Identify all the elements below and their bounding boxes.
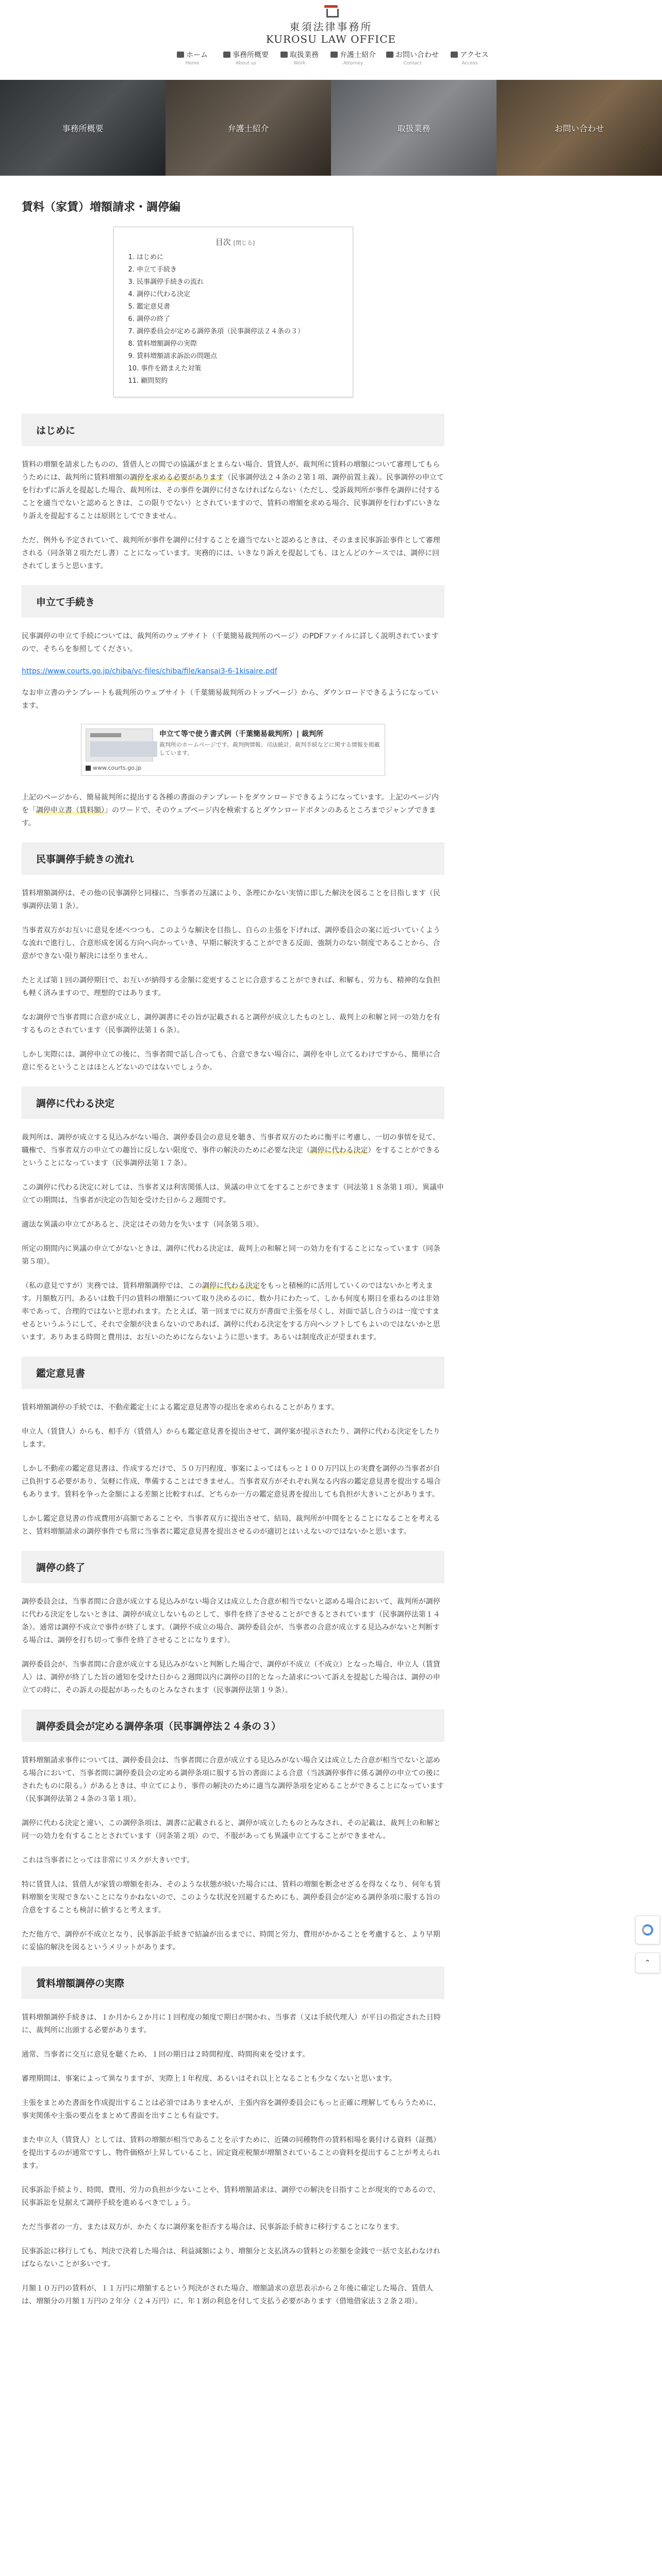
paragraph: 調停委員会が、当事者間に合意が成立する見込みがないと判断した場合で、調停が不成立（不成立）となった場合、申立人（賃貸人）は、調停が終了した旨の通知を受けた日から２週間以内に調停の目的となった請求について訴えを提起した場合は、調停の申立ての時に、その訴えの提起があったものとみなされます（民事調停法第１９条）。 bbox=[22, 1660, 440, 1694]
toc-item[interactable]: 1. はじめに bbox=[128, 253, 164, 261]
page-title: 賃料（家賃）増額請求・調停編 bbox=[22, 201, 181, 214]
logo-japanese-name: 東須法律事務所 bbox=[289, 21, 373, 33]
toc-item[interactable]: 11. 顧問契約 bbox=[128, 377, 168, 385]
person-icon bbox=[330, 52, 338, 58]
toc-title: 目次 bbox=[215, 238, 231, 247]
highlight-text: 調停に代わる決定 bbox=[202, 1282, 260, 1290]
nav-item-work[interactable] bbox=[279, 49, 320, 66]
paragraph bbox=[22, 1280, 444, 1344]
paragraph: 審理期間は、事案によって異なりますが、実際上１年程度、あるいはそれ以上となることも少なくないと思います。 bbox=[22, 2075, 396, 2083]
card-url-text: www.courts.go.jp bbox=[93, 765, 142, 771]
nav-label: お問い合わせ bbox=[395, 51, 439, 59]
paragraph bbox=[22, 1131, 444, 1170]
paragraph: 特に賃貸人は、賃借人が家賃の増額を拒み、そのような状態が続いた場合には、賃料の増額を断念せざるを得なくなり、何年も賃料増額を実現できないことになりかねないので、このような状況を回避するためにも、調停委員会が定める調停条項に服する旨の合意をすることも検討に値すると考えます。 bbox=[22, 1880, 441, 1914]
section-heading: 調停に代わる決定 bbox=[22, 1087, 444, 1119]
recaptcha-icon bbox=[642, 1924, 653, 1936]
text: 賃料の増額を請求したものの、賃借人との間での協議がまとまらない場合、賃貸人が、裁判所に賃料の増額について審理してもらうためには、裁判所に賃料増額の bbox=[22, 461, 440, 482]
text: 上記のページから、簡易裁判所に提出する各種の書面のテンプレートをダウンロードできるようになっています。上記のページ内を「 bbox=[22, 793, 439, 815]
section-heading: 申立て手続き bbox=[22, 585, 444, 618]
banner-label: 事務所概要 bbox=[62, 123, 104, 133]
nav-item-about[interactable] bbox=[223, 49, 269, 66]
nav-label: 事務所概要 bbox=[233, 51, 269, 59]
link-card[interactable] bbox=[81, 724, 385, 776]
banner-about[interactable] bbox=[0, 80, 166, 176]
paragraph: 所定の期間内に異議の申立てがないときは、調停に代わる決定は、裁判上の和解と同一の効力を有することになっています（同条第５項）。 bbox=[22, 1245, 440, 1266]
highlight-text: 調停を求める必要があります bbox=[130, 473, 224, 482]
text: ）をすることができるということになっています（民事調停法第１７条）。 bbox=[22, 1146, 440, 1167]
paragraph: なお申立書のテンプレートも裁判所のウェブサイト（千葉簡易裁判所のトップページ）から、ダウンロードできるようになっています。 bbox=[22, 689, 438, 710]
nav-label: 弁護士紹介 bbox=[340, 51, 376, 59]
paragraph: 月額１０万円の賃料が、１１万円に増額するという判決がされた場合、増額請求の意思表示から２年後に確定した場合、賃借人は、増額分の月額１万円の２年分（２４万円）に、年１割の利息を付して支払う必要があります（借地借家法３２条２項）。 bbox=[22, 2284, 433, 2306]
nav-sublabel: Contact bbox=[403, 61, 422, 66]
pdf-link[interactable]: https://www.courts.go.jp/chiba/vc-files/chiba/file/kansai3-6-1kisaire.pdf bbox=[22, 667, 277, 675]
paragraph: 適法な異議の申立てがあると、決定はその効力を失います（同条第５項）。 bbox=[22, 1221, 263, 1229]
global-nav bbox=[0, 49, 662, 66]
nav-item-home[interactable] bbox=[172, 49, 213, 66]
toc-item[interactable]: 5. 鑑定意見書 bbox=[128, 303, 171, 311]
site-header bbox=[0, 0, 662, 80]
paragraph: なお調停で当事者間に合意が成立し、調停調書にその旨が記載されると調停が成立したものとし、裁判上の和解と同一の効力を有するものとされています（民事調停法第１６条）。 bbox=[22, 1013, 440, 1035]
paragraph: 賃料増額請求事件については、調停委員会は、当事者間に合意が成立する見込みがない場合又は成立した合意が相当でないと認める場合において、当事者間に調停委員会の定める調停条項に服する旨の書面による合意（当該調停事件に係る調停の申立ての後にされたものに限る。）があるときは、申立てにより、事件の解決のために適当な調停条項を定めることができることになっています（民事調停法第２４条の３第１項）。 bbox=[22, 1756, 444, 1803]
nav-sublabel: Work bbox=[293, 61, 306, 66]
paragraph bbox=[22, 791, 444, 830]
card-description: 裁判所のホームページです。裁判例情報、司法統計、裁判手続などに関する情報を掲載しています。 bbox=[159, 741, 380, 756]
text: （私の意見ですが）実務では、賃料増額調停では、この bbox=[22, 1282, 202, 1290]
table-of-contents bbox=[113, 227, 353, 397]
section-heading: 賃料増額調停の実際 bbox=[22, 1967, 444, 1999]
toc-item[interactable]: 8. 賃料増額調停の実際 bbox=[128, 340, 197, 348]
banner-contact[interactable] bbox=[496, 80, 662, 176]
card-thumbnail bbox=[86, 728, 153, 761]
nav-sublabel: Attorney bbox=[343, 61, 363, 66]
text: をもっと積極的に活用していくのではないかと考えます。月額数万円、あるいは数千円の賃料の増額について取り決めるのに、数か月にわたって、しかも何度も期日を重ねるのは非効率であって、合理的ではないと思われます。たとえば、第一回までに双方が書面で主張を尽くし、対面で話し合うのは一度ですませるというふうにして、それで金額が決まらないのであれば、調停に代わる決定をする方向へシフトしてもよいのではないかと思います。ありあまる時間と費用は、お互いのためにならないように思います。あるいは制度改正が望まれます。 bbox=[22, 1282, 440, 1342]
paragraph: ただ、例外も予定されていて、裁判所が事件を調停に付することを適当でないと認めるときは、そのまま民事訴訟事件として審理される（同条第２項ただし書）ことになっています。実務的には、いきなり訴えを提起しても、ほとんどのケースでは、調停に回されてしまうと思います。 bbox=[22, 536, 440, 570]
map-pin-icon bbox=[451, 52, 458, 58]
banner-label: 弁護士紹介 bbox=[227, 123, 269, 133]
paragraph: ただ他方で、調停が不成立となり、民事訴訟手続きで結論が出るまでに、時間と労力、費用がかかることを考慮すると、より早期に妥協的解決を図るというメリットがあります。 bbox=[22, 1930, 440, 1952]
section-heading: 調停の終了 bbox=[22, 1551, 444, 1583]
site-logo[interactable] bbox=[0, 5, 662, 45]
paragraph: 賃料増額調停の手続では、不動産鑑定士による鑑定意見書等の提出を求められることがあります。 bbox=[22, 1403, 339, 1412]
paragraph: しかし不動産の鑑定意見書は、作成するだけで、５０万円程度、事案によってはもっと１００万円以上の実費を調停の当事者が自己負担する必要があり、気軽に作成、準備することはできません。当事者双方がそれぞれ異なる内容の鑑定意見書を提出する場合もあります。賃料を争った金額による差額と比較すれば、どちらか一方の鑑定意見書を提出しても負担が大きいことがあります。 bbox=[22, 1465, 441, 1499]
toc-item[interactable]: 4. 調停に代わる決定 bbox=[128, 291, 191, 298]
toc-toggle[interactable]: [閉じる] bbox=[233, 240, 255, 246]
toc-heading bbox=[128, 236, 342, 247]
text: 裁判所は、調停が成立する見込みがない場合、調停委員会の意見を聴き、当事者双方のために衡平に考慮し、一切の事情を見て、職権で、当事者双方の申立ての趣旨に反しない限度で、事件の解決のために必要な決定（ bbox=[22, 1133, 440, 1155]
nav-label: 取扱業務 bbox=[290, 51, 319, 59]
section-heading: 民事調停手続きの流れ bbox=[22, 842, 444, 875]
building-icon bbox=[223, 52, 230, 58]
highlight-text: 調停に代わる決定 bbox=[310, 1146, 368, 1155]
paragraph: 賃料増額調停手続きは、１か月から２か月に１回程度の頻度で期日が開かれ、当事者（又は手続代理人）が平日の指定された日時に、裁判所に出頭する必要があります。 bbox=[22, 2013, 441, 2035]
mail-icon bbox=[386, 52, 393, 58]
nav-item-attorney[interactable] bbox=[330, 49, 376, 66]
section-heading: 鑑定意見書 bbox=[22, 1357, 444, 1389]
toc-item[interactable]: 10. 事件を踏まえた対策 bbox=[128, 365, 202, 372]
paragraph: これは当事者にとっては非常にリスクが大きいです。 bbox=[22, 1856, 194, 1865]
briefcase-icon bbox=[280, 52, 288, 58]
law-office-logo-icon bbox=[323, 5, 339, 16]
toc-item[interactable]: 2. 申立て手続き bbox=[128, 266, 177, 274]
paragraph: しかし鑑定意見書の作成費用が高額であることや、当事者双方に提出させて、結局、裁判所が中間をとることになることを考えると、賃料増額請求の調停事件でも常に当事者に鑑定意見書を提出させるのが適切とはいえないのではないかと思います。 bbox=[22, 1515, 440, 1536]
paragraph: 民事訴訟手続より、時間、費用、労力の負担が少ないことや、賃料増額請求は、調停での解決を目指すことが現実的であるので、民事訴訟を見据えて調停手続を進めるべきでしょう。 bbox=[22, 2186, 440, 2207]
toc-item[interactable]: 7. 調停委員会が定める調停条項（民事調停法２４条の３） bbox=[128, 328, 305, 335]
paragraph: 調停委員会は、当事者間に合意が成立する見込みがない場合又は成立した合意が相当でないと認める場合において、裁判所が調停に代わる決定をしないときは、調停が成立しないものとして、事件を終了させることができるとされています（民事調停法第１４条）。通常は調停不成立で事件が終了します。（調停不成立の場合、調停委員会が、当事者の合意が成立する見込みがないと判断する場合は、調停を打ち切って事件を終了させることになります）。 bbox=[22, 1598, 440, 1645]
paragraph: 賃料増額調停は、その他の民事調停と同様に、当事者の互譲により、条理にかない実情に即した解決を図ることを目指します（民事調停法第１条）。 bbox=[22, 889, 440, 910]
toc-item[interactable]: 9. 賃料増額請求訴訟の問題点 bbox=[128, 352, 218, 360]
nav-item-contact[interactable] bbox=[386, 49, 439, 66]
banner-links bbox=[0, 80, 662, 176]
banner-label: 取扱業務 bbox=[397, 123, 431, 133]
recaptcha-badge[interactable] bbox=[635, 1916, 660, 1944]
card-url bbox=[86, 765, 380, 771]
banner-attorney[interactable] bbox=[166, 80, 331, 176]
paragraph: この調停に代わる決定に対しては、当事者又は利害関係人は、異議の申立てをすることができます（同法第１８条第１項）。異議申立ての期間は、当事者が決定の告知を受けた日から２週間です。 bbox=[22, 1183, 444, 1205]
article bbox=[22, 176, 444, 2308]
paragraph: 主張をまとめた書面を作成提出することは必須ではありませんが、主張内容を調停委員会にもっと正確に理解してもらうために、事実関係や主張の要点をまとめて書面を出すことも有益です。 bbox=[22, 2099, 440, 2120]
banner-work[interactable] bbox=[331, 80, 496, 176]
paragraph bbox=[22, 459, 444, 523]
nav-label: ホーム bbox=[186, 51, 208, 59]
section-heading: はじめに bbox=[22, 414, 444, 446]
toc-item[interactable]: 3. 民事調停手続きの流れ bbox=[128, 278, 204, 286]
paragraph: 調停に代わる決定と違い、この調停条項は、調書に記載されると、調停が成立したものとみなされ、その記載は、裁判上の和解と同一の効力を有することとされています（同条第２項）ので、不服があっても異議申立てすることができません。 bbox=[22, 1819, 441, 1840]
text: 」のワードで、そのウェブページ内を検索するとダウンロードボタンのあるところまでジャンプできます。 bbox=[22, 806, 436, 827]
paragraph: 民事訴訟に移行しても、判決で決着した場合は、利益減額により、増額分と支払済みの賃料との差額を金銭で一括で支払わなければならないことが多いです。 bbox=[22, 2247, 440, 2268]
banner-label: お問い合わせ bbox=[554, 123, 604, 133]
paragraph: また申立人（賃貸人）としては、賃料の増額が相当であることを示すために、近隣の同種物件の賃料相場を裏付ける資料（証拠）を提出するのが通常ですし、物件価格が上昇していること、固定資産税額が増額されていることの資料を提出することが考えられます。 bbox=[22, 2136, 440, 2170]
nav-label: アクセス bbox=[460, 51, 489, 59]
toc-item[interactable]: 6. 調停の終了 bbox=[128, 315, 171, 323]
paragraph: しかし実際には、調停申立ての後に、当事者間で話し合っても、合意できない場合に、調停を申し立てるわけですから、簡単に合意に至るということはほとんどないのではないでしょうか。 bbox=[22, 1050, 440, 1072]
paragraph: 当事者双方がお互いに意見を述べつつも、このような解決を目指し、自らの主張を下げれば、調停委員会の案に近づいていくような流れで進行し、合意形成を図る方向へ向かっていき、早期に解決することができる反面、強制力のない制度であることから、合意ができない限り解決には至りません。 bbox=[22, 926, 440, 960]
nav-sublabel: About us bbox=[236, 61, 256, 66]
text: （民事調停法２４条の２第１項、調停前置主義）。民事調停の申立てを行わずに訴えを提起した場合、裁判所は、その事件を調停に付さなければならない（ただし、受訴裁判所が事件を調停に付することを適当でないと認めるときは、この限りでない）とされていますので、賃料の増額を求める場合、民事調停を行わずにいきなり訴えを提起することは原則としてできません。 bbox=[22, 473, 444, 520]
paragraph: ただ当事者の一方、または双方が、かたくなに調停案を拒否する場合は、民事訴訟手続きに移行することになります。 bbox=[22, 2223, 404, 2231]
paragraph: 申立人（賃貸人）からも、相手方（賃借人）からも鑑定意見書を提出させて、調停案が提示されたり、調停に代わる決定をしたりします。 bbox=[22, 1428, 440, 1449]
home-icon bbox=[177, 52, 184, 58]
section-heading: 調停委員会が定める調停条項（民事調停法２４条の３） bbox=[22, 1709, 444, 1742]
chevron-up-icon: ⌃ bbox=[644, 1959, 651, 1967]
paragraph: 通常、当事者に交互に意見を聴くため、１回の期日は２時間程度、時間拘束を受けます。 bbox=[22, 2050, 310, 2059]
highlight-text: 調停申立書（賃料額） bbox=[36, 806, 105, 815]
paragraph: たとえば第１回の調停期日で、お互いが納得する金額に変更することに合意することができれば、和解も、労力も、精神的な負担も軽く済みますので、理想的ではあります。 bbox=[22, 976, 440, 997]
nav-sublabel: Home bbox=[185, 61, 200, 66]
nav-sublabel: Access bbox=[461, 61, 478, 66]
logo-english-name: KUROSU LAW OFFICE bbox=[266, 33, 396, 45]
card-title: 申立て等で使う書式例（千葉簡易裁判所）| 裁判所 bbox=[159, 730, 323, 738]
paragraph: 民事調停の申立て手続については、裁判所のウェブサイト（千葉簡易裁判所のページ）のPDFファイルに詳しく説明されていますので、そちらを参照してください。 bbox=[22, 632, 439, 653]
nav-item-access[interactable] bbox=[449, 49, 490, 66]
scroll-to-top-button[interactable] bbox=[635, 1953, 660, 1973]
favicon-icon bbox=[86, 766, 91, 771]
